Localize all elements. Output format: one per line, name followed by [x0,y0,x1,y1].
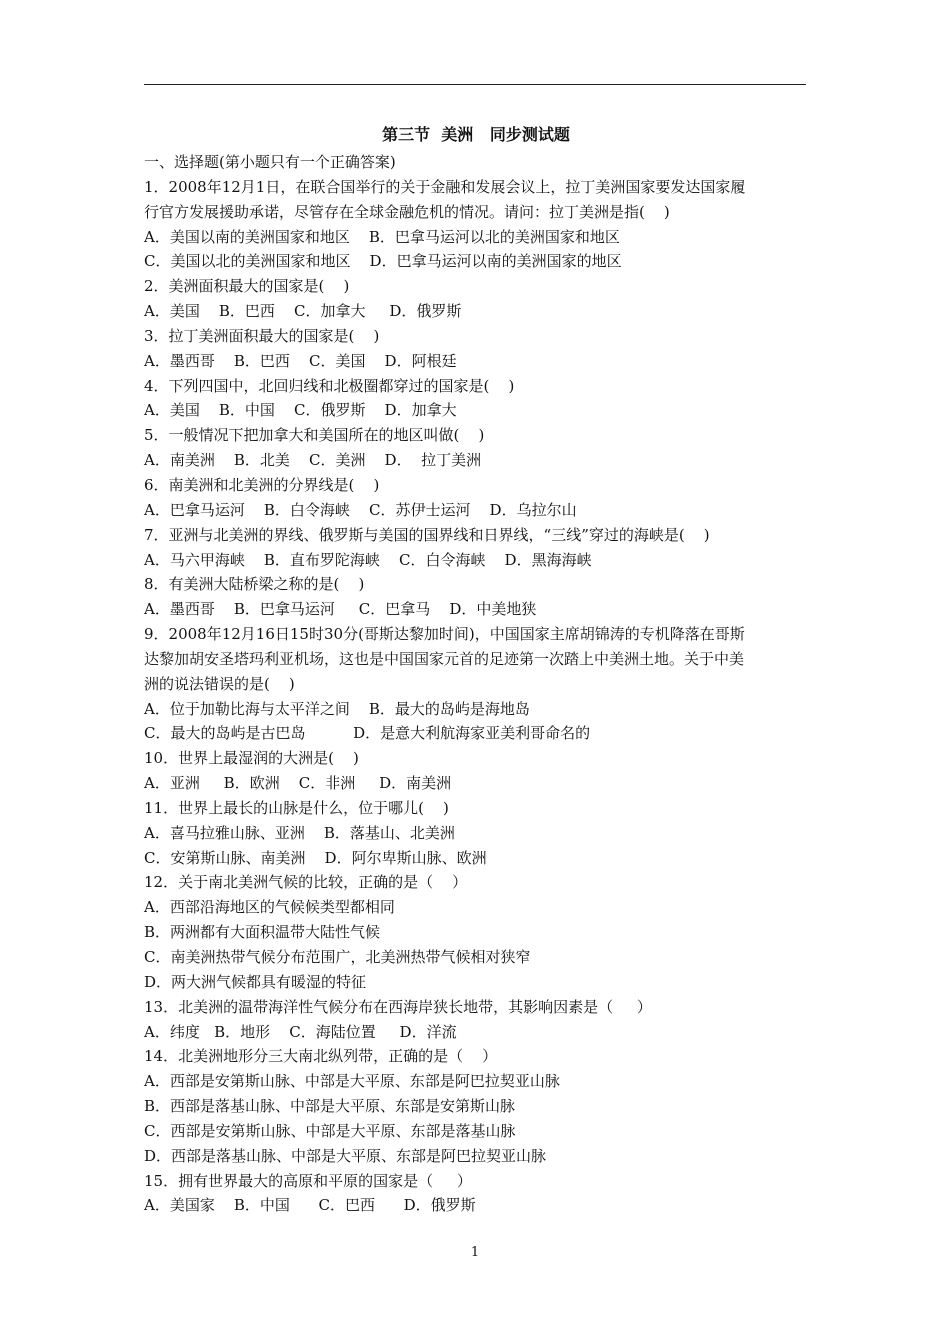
text-line: A．美国 B．中国 C．俄罗斯 D．加拿大 [144,401,457,420]
text-line: 13．北美洲的温带海洋性气候分布在西海岸狭长地带，其影响因素是（ ） [144,997,652,1016]
text-line: 12．关于南北美洲气候的比较，正确的是（ ） [144,873,468,892]
text-line: A．南美洲 B．北美 C．美洲 D． 拉丁美洲 [144,451,482,470]
text-line: A．西部沿海地区的气候候类型都相同 [144,898,395,917]
text-line: A．纬度 B．地形 C．海陆位置 D．洋流 [144,1022,457,1041]
text-line: 7．亚洲与北美洲的界线、俄罗斯与美国的国界线和日界线，“三线”穿过的海峡是( ) [144,525,710,544]
text-line: C．最大的岛屿是古巴岛 D．是意大利航海家亚美利哥命名的 [144,724,591,743]
text-line: A．位于加勒比海与太平洋之间 B．最大的岛屿是海地岛 [144,699,530,718]
text-line: 1．2008年12月1日，在联合国举行的关于金融和发展会议上，拉丁美洲国家要发达国家履 [144,177,746,196]
text-line: A．美国以南的美洲国家和地区 B．巴拿马运河以北的美洲国家和地区 [144,227,620,246]
text-line: A．马六甲海峡 B．直布罗陀海峡 C．白令海峡 D．黑海海峡 [144,550,592,569]
text-line: 8．有美洲大陆桥梁之称的是( ) [144,575,365,594]
text-line: C．安第斯山脉、南美洲 D．阿尔卑斯山脉、欧洲 [144,848,487,867]
header-rule [144,84,806,85]
text-line: A．美国 B．巴西 C．加拿大 D．俄罗斯 [144,302,462,321]
text-line: 4．下列四国中，北回归线和北极圈都穿过的国家是( ) [144,376,515,395]
text-line: B．西部是落基山脉、中部是大平原、东部是安第斯山脉 [144,1097,516,1116]
text-line: A．美国家 B．中国 C．巴西 D．俄罗斯 [144,1196,476,1215]
question-list [144,150,808,1218]
text-line: 3．拉丁美洲面积最大的国家是( ) [144,326,380,345]
text-line: A．亚洲 B．欧洲 C．非洲 D．南美洲 [144,774,452,793]
text-line: 10．世界上最湿润的大洲是( ) [144,749,359,768]
text-line: 6．南美洲和北美洲的分界线是( ) [144,475,380,494]
text-line: A．西部是安第斯山脉、中部是大平原、东部是阿巴拉契亚山脉 [144,1072,560,1091]
text-line: 达黎加胡安圣塔玛利亚机场，这也是中国国家元首的足迹第一次踏上中美洲土地。关于中美 [144,649,745,668]
text-line: B．两洲都有大面积温带大陆性气候 [144,923,381,942]
text-line: A．墨西哥 B．巴西 C．美国 D．阿根廷 [144,351,457,370]
text-line: 2．美洲面积最大的国家是( ) [144,277,350,296]
page-number: 1 [470,1245,480,1260]
text-line: 9．2008年12月16日15时30分(哥斯达黎加时间)，中国国家主席胡锦涛的专机降落在哥斯 [144,625,745,644]
text-line: A．巴拿马运河 B．白令海峡 C．苏伊士运河 D．乌拉尔山 [144,500,577,519]
text-line: A．墨西哥 B．巴拿马运河 C．巴拿马 D．中美地狭 [144,600,537,619]
document-body [144,122,808,1218]
text-line: 行官方发展援助承诺，尽管存在全球金融危机的情况。请问：拉丁美洲是指( ) [144,202,670,221]
text-line: C．南美洲热带气候分布范围广，北美洲热带气候相对狭窄 [144,948,531,966]
text-line: 5．一般情况下把加拿大和美国所在的地区叫做( ) [144,426,485,445]
text-line: 一、选择题(第小题只有一个正确答案) [144,153,396,171]
text-line: 洲的说法错误的是( ) [144,674,295,693]
text-line: 11．世界上最长的山脉是什么，位于哪儿( ) [144,798,449,817]
text-line: A．喜马拉雅山脉、亚洲 B．落基山、北美洲 [144,823,455,842]
page-title: 第三节 美洲 同步测试题 [382,125,570,144]
text-line: 14．北美洲地形分三大南北纵列带，正确的是（ ） [144,1047,498,1066]
text-line: C．西部是安第斯山脉、中部是大平原、东部是落基山脉 [144,1121,516,1140]
text-line: D．西部是落基山脉、中部是大平原、东部是阿巴拉契亚山脉 [144,1146,547,1165]
text-line: C．美国以北的美洲国家和地区 D．巴拿马运河以南的美洲国家的地区 [144,252,622,271]
text-line: 15．拥有世界最大的高原和平原的国家是（ ） [144,1171,472,1190]
text-line: D．两大洲气候都具有暖湿的特征 [144,972,367,991]
